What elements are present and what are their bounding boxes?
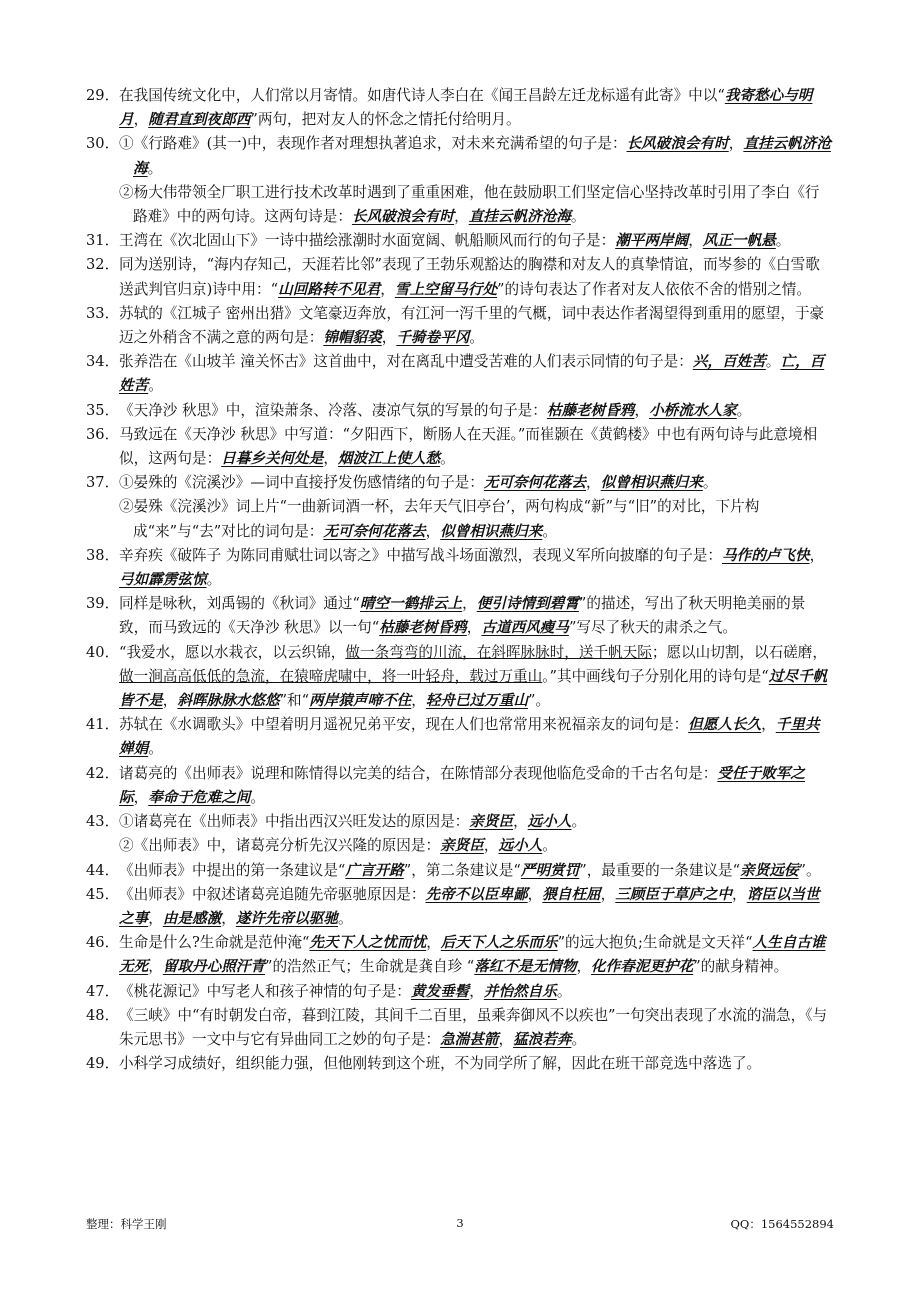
answer-text: 弓如霹雳弦惊 (119, 571, 207, 589)
text-segment: ①诸葛亮在《出师表》中指出西汉兴旺发达的原因是： (119, 813, 470, 831)
question-item (86, 544, 834, 592)
answer-text: 随君直到夜郎西 (148, 111, 251, 129)
text-segment: ”的描述，写出了秋天明艳美丽的景致，而马致远的《天净沙 秋思》以一句“ (119, 595, 806, 637)
question-number: 31． (86, 232, 120, 250)
answer-text: 轻舟已过万重山 (425, 692, 529, 710)
text-segment: ， (133, 788, 149, 806)
answer-text: 急湍甚箭 (440, 1030, 499, 1048)
question-item (86, 84, 834, 132)
text-segment: “我爱水，愿以水栽衣，以云织锦， (119, 643, 346, 661)
answer-text: 长风破浪会有时 (351, 208, 455, 226)
answer-text: 我寄愁心与明月 (119, 87, 813, 129)
question-text (119, 834, 834, 858)
question-item (86, 931, 834, 979)
answer-text: 斜晖脉脉水悠悠 (177, 692, 280, 710)
text-segment: 在我国传统文化中，人们常以月寄情。如唐代诗人李白在《闻王昌龄左迁龙标遥有此寄》中以“ (119, 87, 725, 104)
question-text (119, 471, 834, 495)
question-list (86, 84, 834, 1076)
question-number: 40． (86, 643, 120, 661)
answer-text: 无可奈何花落去 (483, 474, 587, 492)
text-segment: 同样是咏秋，刘禹锡的《秋词》通过“ (119, 595, 360, 613)
question-text (119, 713, 834, 761)
question-number: 32． (86, 256, 120, 274)
text-segment: ， (221, 909, 236, 927)
text-segment: 。 (542, 837, 557, 855)
question-text (119, 350, 834, 398)
question-number: 44． (86, 861, 120, 879)
answer-text: 先天下人之忧而忧 (309, 934, 427, 952)
text-segment: ， (688, 232, 703, 250)
question-text (119, 544, 834, 592)
text-segment: ②杨大伟带领全厂职工进行技术改革时遇到了重重困难，他在鼓励职工们坚定信心坚持改革时引用了李白《行路难》中的两句诗。这两句诗是： (119, 183, 820, 226)
text-segment: 《三峡》中“有时朝发白帝，暮到江陵，其间千二百里，虽乘奔御风不以疾也”一句突出表现了水流的湍急，《与朱元思书》一文中与它有异曲同工之妙的句子是： (119, 1006, 828, 1048)
answer-text: 小桥流水人家 (649, 401, 737, 419)
answer-text: 兴，百姓苦 (692, 353, 766, 371)
question-number: 37． (86, 474, 120, 492)
question-item (86, 350, 834, 398)
text-segment: ”的诗句表达了作者对友人依依不舍的惜别之情。 (497, 280, 811, 298)
question-item (86, 253, 834, 301)
question-text (119, 302, 834, 350)
question-item (86, 423, 834, 471)
text-segment: 。 (775, 232, 791, 250)
text-segment: 。 (440, 450, 455, 468)
text-segment: ①晏殊的《浣溪沙》—词中直接抒发伤感情绪的句子是： (119, 474, 484, 492)
answer-text: 远小人 (498, 837, 543, 855)
question-text (119, 181, 834, 229)
question-number: 39． (86, 595, 120, 613)
answer-text: 由是感激 (162, 909, 222, 927)
text-segment: 王湾在《次北固山下》一诗中描绘涨潮时水面宽阔、帆船顺风而行的句子是： (119, 232, 616, 250)
answer-text: 后天下人之乐而乐 (440, 934, 558, 952)
text-segment: 马致远在《天净沙 秋思》中写道：“夕阳西下，断肠人在天涯。”而崔颢在《黄鹤楼》中也有两句诗与此意境相似，这两句是： (119, 425, 818, 468)
text-segment: ， (761, 716, 776, 734)
text-segment: 。 (702, 474, 718, 492)
question-item (86, 859, 834, 883)
text-segment: ”的远大抱负;生命就是文天祥“ (557, 934, 753, 952)
answer-text: 日暮乡关何处是 (221, 450, 324, 468)
question-number: 43． (86, 813, 120, 831)
question-text (119, 423, 834, 471)
question-item (86, 1004, 834, 1052)
text-segment: ”。 (528, 692, 551, 710)
question-text (119, 641, 834, 714)
answer-text: 风正一帆悬 (702, 232, 776, 250)
question-item (86, 762, 834, 810)
text-segment: 。 (542, 522, 557, 540)
answer-text: 便引诗情到碧霄 (476, 595, 579, 613)
text-segment: ”，最重要的一条建议是“ (579, 861, 741, 879)
text-segment: 《天净沙 秋思》中，渲染萧条、冷落、凄凉气氛的写景的句子是： (119, 401, 547, 419)
question-item (86, 229, 834, 253)
answer-text: 马作的卢飞快 (722, 546, 810, 564)
answer-text: 直挂云帆济沧海 (468, 208, 571, 226)
question-text (119, 810, 834, 834)
question-number: 34． (86, 353, 120, 371)
question-item (86, 471, 834, 544)
text-segment: ， (728, 135, 744, 153)
footer-author: 整理：科学王刚 (86, 1217, 167, 1231)
question-text (119, 859, 834, 883)
answer-text: 长风破浪会有时 (626, 135, 729, 153)
answer-text: 远小人 (527, 813, 572, 831)
text-segment: 《出师表》中叙述诸葛亮追随先帝驱驰原因是： (119, 885, 426, 903)
text-segment: ， (498, 1030, 514, 1048)
text-segment: ， (148, 909, 163, 927)
answer-text: 先帝不以臣卑鄙 (425, 885, 528, 903)
text-segment: ”和“ (279, 692, 310, 710)
answer-text: 受任于败军之际 (119, 764, 805, 806)
answer-text: 猥自枉屈 (542, 885, 601, 903)
text-segment: ， (162, 692, 178, 710)
answer-text: 亲贤臣 (469, 813, 514, 831)
text-segment: 。 (570, 208, 586, 226)
text-segment: ”的献身精神。 (693, 958, 789, 976)
question-item (86, 1052, 834, 1076)
text-segment: ， (462, 595, 477, 613)
text-segment: ， (426, 934, 441, 952)
question-text (119, 495, 834, 543)
text-segment: ， (586, 474, 601, 492)
question-text (119, 84, 834, 132)
text-segment: ， (323, 450, 338, 468)
question-number: 42． (86, 764, 120, 782)
answer-text: 三顾臣于草庐之中 (615, 885, 733, 903)
underlined-text: 做一条弯弯的川流，在斜晖脉脉时，送千帆天际 (345, 643, 652, 661)
question-item (86, 399, 834, 423)
question-item (86, 132, 834, 229)
answer-text: 烟波江上使人愁 (337, 450, 441, 468)
answer-text: 奉命于危难之间 (148, 788, 251, 806)
question-text (119, 253, 834, 301)
answer-text: 黄发垂髫 (410, 982, 470, 1000)
question-item (86, 641, 834, 714)
text-segment: 诸葛亮的《出师表》说理和陈情得以完美的结合，在陈情部分表现他临危受命的千古名句是： (119, 764, 718, 782)
text-segment: 。 (469, 329, 484, 347)
answer-text: 但愿人长久 (688, 716, 762, 734)
text-segment: ”，第二条建议是“ (403, 861, 521, 879)
question-number: 38． (86, 546, 120, 564)
answer-text: 古道西风瘦马 (481, 619, 569, 637)
text-segment: 张养浩在《山坡羊 潼关怀古》这首曲中，对在离乱中遭受苦难的人们表示同情的句子是： (119, 353, 693, 371)
answer-text: 亡，百姓苦 (119, 353, 825, 395)
underlined-text: 做一涧高高低低的急流，在猿啼虎啸中，将一叶轻舟，载过万重山 (119, 667, 543, 685)
text-segment: ”的浩然正气；生命就是龚自珍 “ (264, 958, 475, 976)
text-segment: ， (454, 208, 469, 226)
answer-text: 雪上空留马行处 (394, 280, 498, 298)
text-segment: ， (148, 958, 163, 976)
text-segment: 。 (148, 740, 163, 758)
text-segment: 《出师表》中提出的第一条建议是“ (119, 861, 346, 879)
answer-text: 留取丹心照汗青 (162, 958, 265, 976)
answer-text: 锦帽貂裘 (323, 329, 382, 347)
text-segment: ， (809, 546, 825, 564)
text-segment: 。 (571, 1030, 587, 1048)
answer-text: 猛浪若奔 (513, 1030, 572, 1048)
text-segment: ， (576, 958, 592, 976)
text-segment: 同为送别诗，“海内存知己，天涯若比邻”表现了王勃乐观豁达的胸襟和对友人的真挚情谊，而岑参的《白雪歌送武判官归京)诗中用：“ (119, 256, 820, 298)
question-number: 36． (86, 425, 120, 443)
answer-text: 枯藤老树昏鸦 (546, 401, 635, 419)
text-segment: 辛弃疾《破阵子 为陈同甫赋壮词以寄之》中描写战斗场面激烈，表现义军所向披靡的句子是： (119, 546, 722, 564)
text-segment: ②晏殊《浣溪沙》词上片“一曲新词酒一杯，去年天气旧亭台’，两句构成“新”与“旧”的对比，下片构成“来”与“去”对比的词句是： (119, 498, 760, 540)
question-number: 33． (86, 304, 120, 322)
text-segment: ， (380, 280, 395, 298)
answer-text: 直挂云帆济沧海 (133, 135, 831, 177)
text-segment: 苏轼的《江城子 密州出猎》文笔豪迈奔放，有江河一泻千里的气概，词中表达作者渴望得到重用的愿望，于豪迈之外稍含不满之意的两句是： (119, 304, 825, 347)
answer-text: 山回路转不见君 (278, 280, 381, 298)
text-segment: ， (469, 982, 484, 1000)
text-segment: 。 (206, 571, 222, 589)
question-item (86, 713, 834, 761)
answer-text: 严明赏罚 (520, 861, 580, 879)
text-segment: 《桃花源记》中写老人和孩子神情的句子是： (119, 982, 411, 1000)
question-item (86, 302, 834, 350)
text-segment: ， (513, 813, 528, 831)
text-segment: 。”其中画线句子分别化用的诗句是“ (542, 667, 769, 685)
answer-text: 似曾相识燕归来 (600, 474, 703, 492)
answer-text: 无可奈何花落去 (323, 522, 426, 540)
answer-text: 遂许先帝以驱驰 (235, 909, 338, 927)
question-text (119, 399, 834, 423)
answer-text: 并怡然自乐 (483, 982, 557, 1000)
question-number: 49． (86, 1055, 120, 1073)
footer-qq: QQ：1564552894 (730, 1217, 834, 1231)
text-segment: ， (411, 692, 426, 710)
text-segment: 。 (337, 909, 353, 927)
answer-text: 枯藤老树昏鸦 (379, 619, 467, 637)
text-segment: 。 (556, 982, 572, 1000)
question-item (86, 883, 834, 931)
text-segment: ， (527, 885, 543, 903)
question-number: 30． (86, 135, 120, 153)
text-segment: 苏轼在《水调歌头》中望着明月遥祝兄弟平安，现在人们也常常用来祝福亲友的词句是： (119, 716, 689, 734)
question-number: 48． (86, 1006, 120, 1024)
question-item (86, 810, 834, 858)
question-text (119, 1052, 834, 1076)
text-segment: ， (466, 619, 482, 637)
question-number: 46． (86, 934, 120, 952)
text-segment: 。 (765, 353, 781, 371)
answer-text: 人生自古谁无死 (119, 934, 826, 976)
question-text (119, 132, 834, 180)
question-item (86, 980, 834, 1004)
answer-text: 落红不是无情物 (474, 958, 577, 976)
text-segment: 。 (571, 813, 587, 831)
answer-text: 化作春泥更护花 (591, 958, 694, 976)
text-segment: ”两句，把对友人的怀念之情托付给明月。 (250, 111, 521, 129)
question-text (119, 762, 834, 810)
text-segment: 。 (148, 377, 163, 395)
text-segment: ”写尽了秋天的肃杀之气。 (568, 619, 737, 637)
text-segment: ， (634, 401, 650, 419)
text-segment: ， (732, 885, 747, 903)
answer-text: 谘臣以当世之事 (119, 885, 820, 927)
text-segment: ， (381, 329, 397, 347)
text-segment: 。 (147, 159, 163, 177)
question-text (119, 883, 834, 931)
question-text (119, 980, 834, 1004)
text-segment: ， (133, 111, 149, 129)
answer-text: 似曾相识燕归来 (440, 522, 543, 540)
question-number: 47． (86, 982, 120, 1000)
text-segment: ①《行路难》(其一)中，表现作者对理想执著追求，对未来充满希望的句子是： (119, 135, 627, 153)
answer-text: 亲贤臣 (440, 837, 484, 855)
question-item (86, 592, 834, 640)
text-segment: 。 (250, 788, 265, 806)
text-segment: ， (483, 837, 499, 855)
question-number: 45． (86, 885, 120, 903)
question-number: 29． (86, 87, 120, 104)
footer-page-number: 3 (456, 1216, 464, 1230)
question-text (119, 229, 834, 253)
answer-text: 潮平两岸阔 (615, 232, 689, 250)
answer-text: 晴空一鹤排云上 (359, 595, 463, 613)
text-segment: 。 (736, 401, 752, 419)
answer-text: 两岸猿声啼不住 (309, 692, 412, 710)
text-segment: ②《出师表》中，诸葛亮分析先汉兴隆的原因是： (119, 837, 441, 855)
text-segment: 小科学习成绩好，组织能力强，但他刚转到这个班，不为同学所了解，因此在班干部竞选中落选了。 (119, 1055, 762, 1073)
answer-text: 过尽千帆皆不是 (119, 667, 828, 710)
question-text (119, 592, 834, 640)
text-segment: 生命是什么?生命就是范仲淹“ (119, 934, 310, 952)
answer-text: 千里共婵娟 (119, 716, 820, 758)
answer-text: 千骑卷平冈 (396, 329, 470, 347)
text-segment: ；愿以山切割，以石磋磨， (651, 643, 827, 661)
question-text (119, 931, 834, 979)
page-footer (86, 1216, 834, 1234)
answer-text: 亲贤远佞 (740, 861, 799, 879)
answer-text: 广言开路 (345, 861, 404, 879)
text-segment: ”。 (798, 861, 821, 879)
text-segment: ， (425, 522, 441, 540)
text-segment: ， (600, 885, 616, 903)
question-number: 41． (86, 716, 120, 734)
question-number: 35． (86, 401, 120, 419)
question-text (119, 1004, 834, 1052)
